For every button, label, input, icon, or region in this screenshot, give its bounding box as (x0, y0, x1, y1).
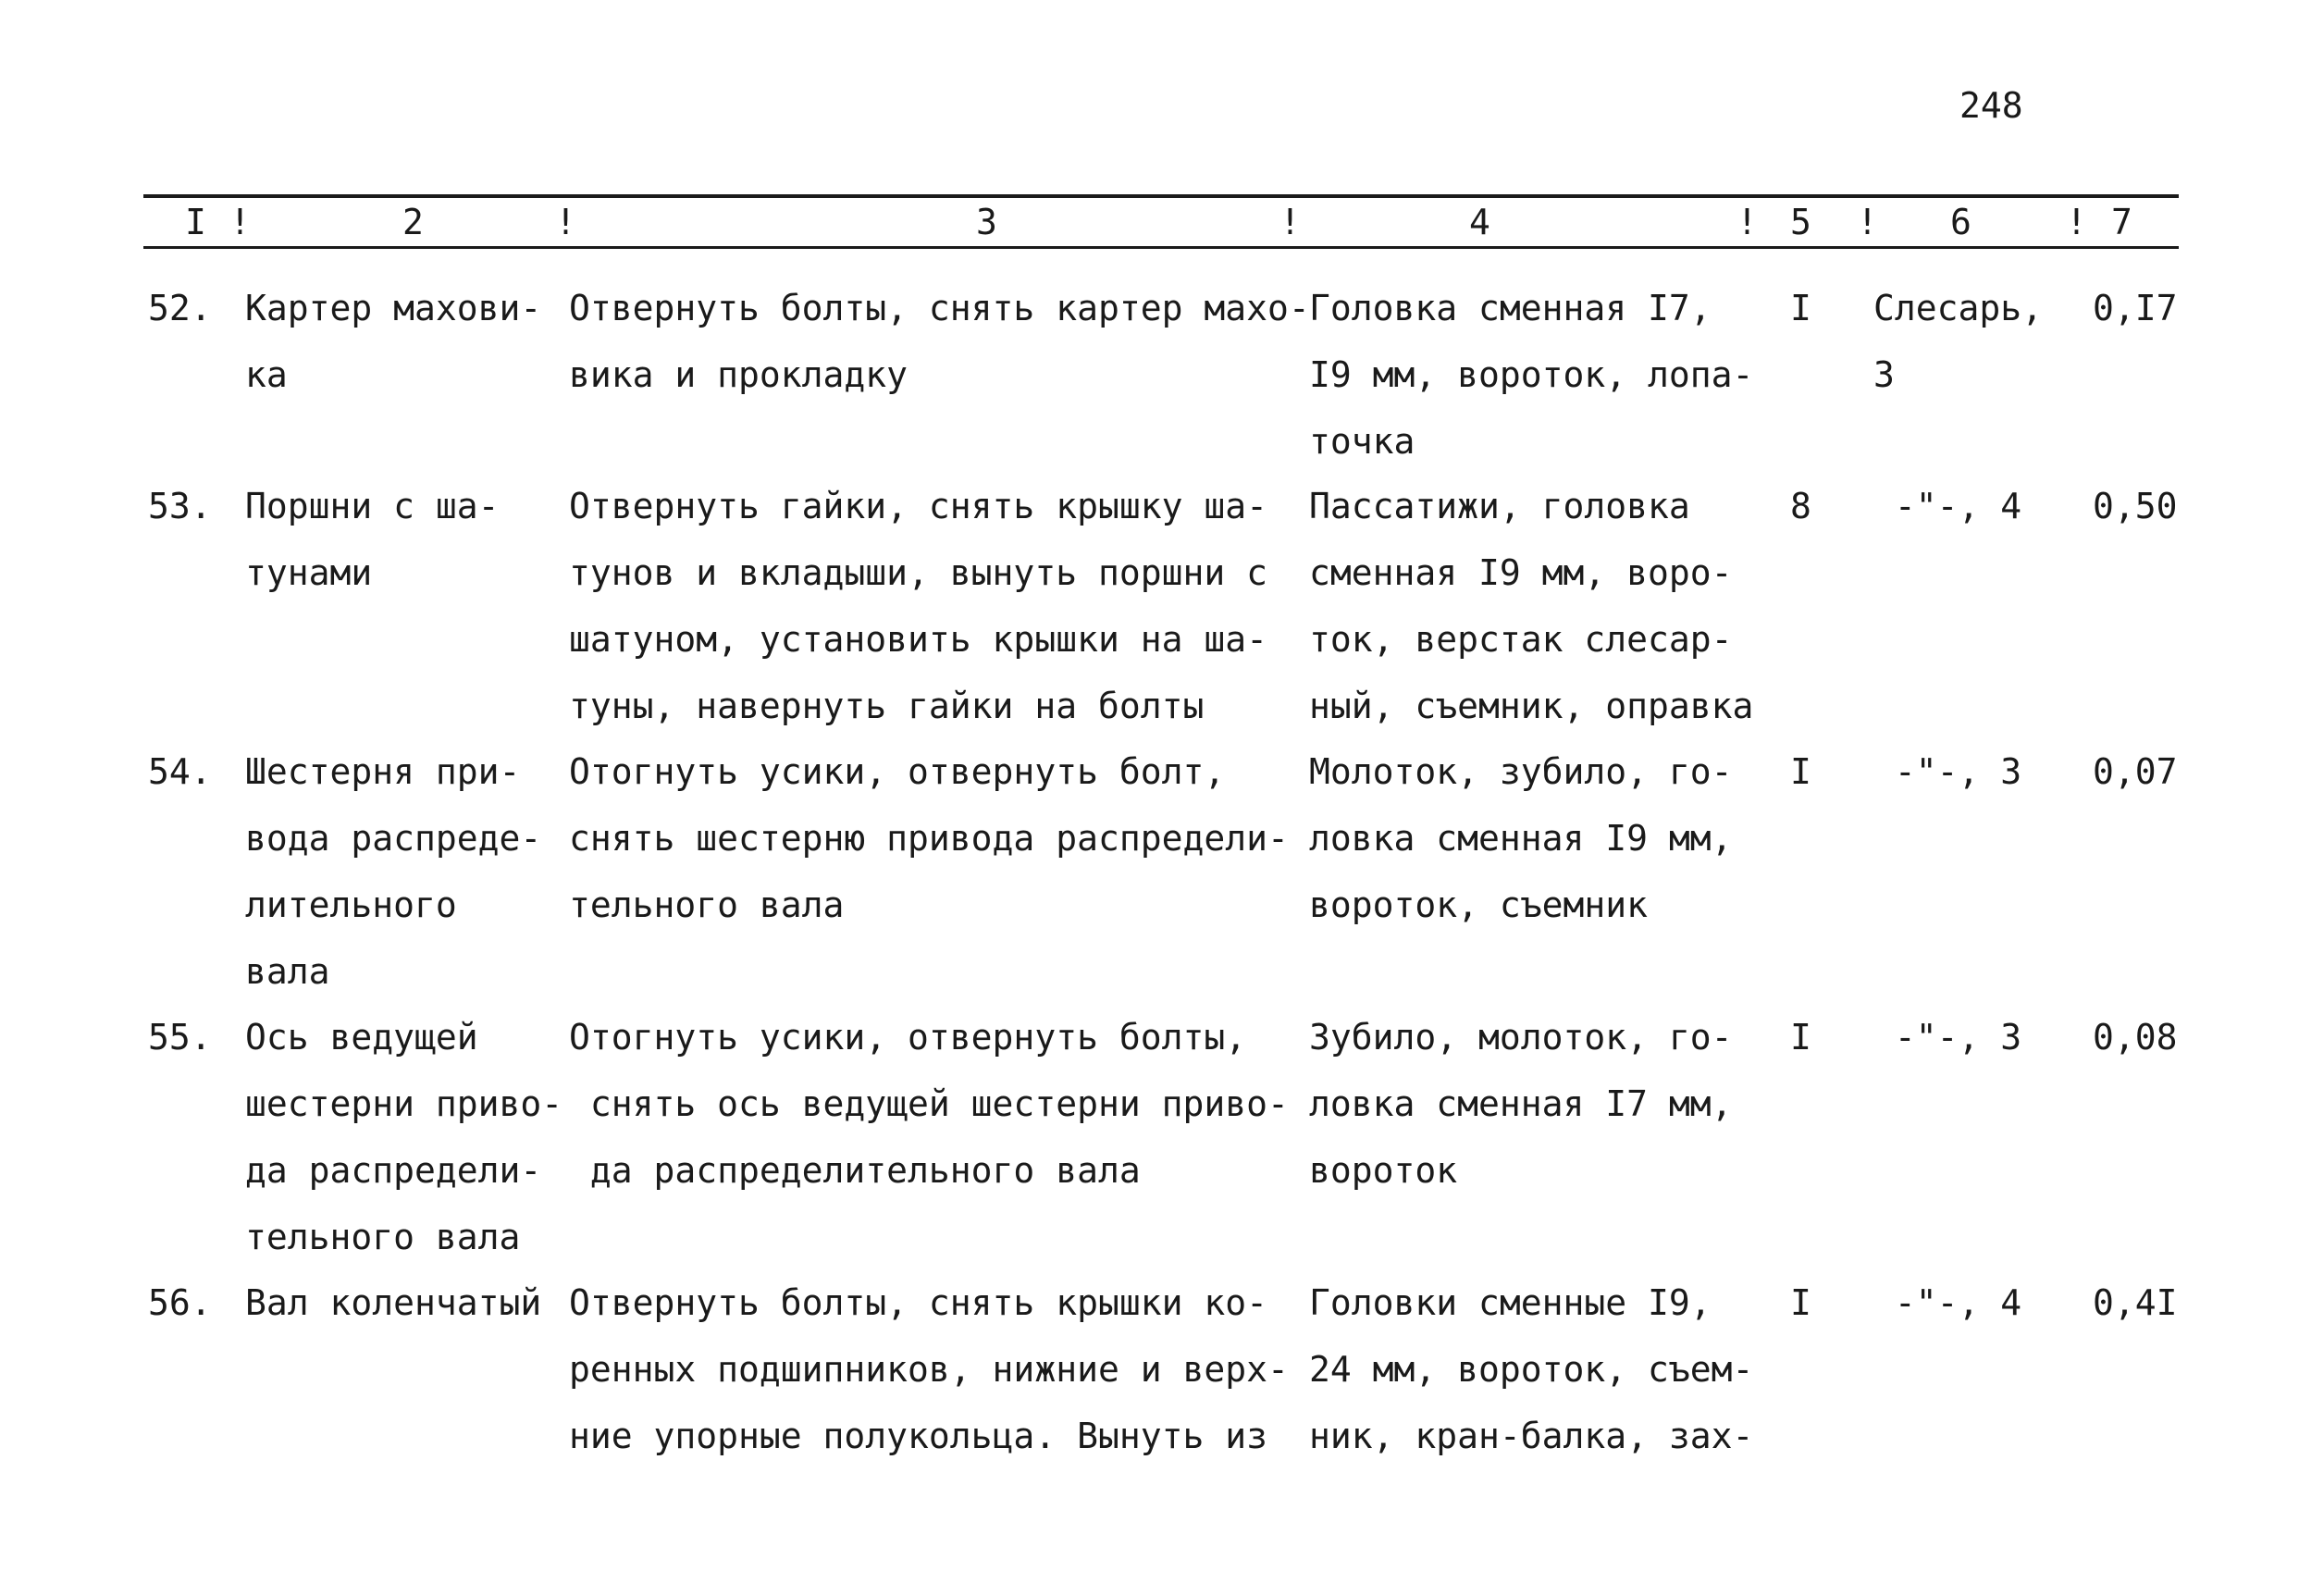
labor-time: 0,08 (2093, 1017, 2178, 1058)
operation-text: Отвернуть гайки, снять крышку ша- тунов и вкладыши, вынуть поршни с шатуном, установить крышки на ша- туны, навернуть гайки на болты (569, 486, 1267, 726)
header-col-4: 4 (1469, 202, 1490, 242)
header-bottom-rule (143, 246, 2179, 249)
row-number: 55. (148, 1017, 212, 1058)
quantity: 8 (1790, 486, 1811, 526)
quantity: I (1790, 751, 1811, 792)
row-number: 53. (148, 486, 212, 526)
part-name: Ось ведущей шестерни приво- да распредели- тельного вала (245, 1017, 563, 1257)
page-number: 248 (1959, 85, 2023, 126)
part-name: Вал коленчатый (245, 1282, 542, 1323)
row-number: 52. (148, 288, 212, 328)
header-separator: ! (229, 202, 251, 242)
tools-text: Молоток, зубило, го- ловка сменная I9 мм, вороток, съемник (1309, 751, 1733, 925)
tools-text: Головки сменные I9, 24 мм, вороток, съем- ник, кран-балка, зах- (1309, 1282, 1754, 1456)
header-col-5: 5 (1790, 202, 1811, 242)
part-name: Картер махови- ка (245, 288, 542, 395)
tools-text: Головка сменная I7, I9 мм, вороток, лопа- точка (1309, 288, 1754, 462)
header-separator: ! (1737, 202, 1758, 242)
header-col-3: 3 (976, 202, 997, 242)
tools-text: Пассатижи, головка сменная I9 мм, воро- ток, верстак слесар- ный, съемник, оправка (1309, 486, 1754, 726)
row-number: 56. (148, 1282, 212, 1323)
operation-text: Отвернуть болты, снять крышки ко- ренных подшипников, нижние и верх- ние упорные полукольца. Вынуть из (569, 1282, 1289, 1456)
header-separator: ! (2066, 202, 2087, 242)
part-name: Шестерня при- вода распреде- лительного вала (245, 751, 542, 992)
header-separator: ! (555, 202, 576, 242)
part-name: Поршни с ша- тунами (245, 486, 500, 593)
labor-time: 0,4I (2093, 1282, 2178, 1323)
header-col-1: I (185, 202, 206, 242)
labor-time: 0,50 (2093, 486, 2178, 526)
header-col-6: 6 (1950, 202, 1971, 242)
worker-grade: -"-, 4 (1873, 486, 2022, 526)
operation-text: Отогнуть усики, отвернуть болт, снять шестерню привода распредели- тельного вала (569, 751, 1289, 925)
operation-text: Отвернуть болты, снять картер махо- вика и прокладку (569, 288, 1310, 395)
tools-text: Зубило, молоток, го- ловка сменная I7 мм, вороток (1309, 1017, 1733, 1191)
labor-time: 0,I7 (2093, 288, 2178, 328)
header-separator: ! (1279, 202, 1301, 242)
header-separator: ! (1857, 202, 1878, 242)
worker-grade: Слесарь, 3 (1873, 288, 2044, 395)
labor-time: 0,07 (2093, 751, 2178, 792)
header-col-7: 7 (2111, 202, 2132, 242)
header-col-2: 2 (402, 202, 424, 242)
header-top-rule (143, 194, 2179, 198)
quantity: I (1790, 288, 1811, 328)
worker-grade: -"-, 3 (1873, 1017, 2022, 1058)
worker-grade: -"-, 3 (1873, 751, 2022, 792)
quantity: I (1790, 1017, 1811, 1058)
quantity: I (1790, 1282, 1811, 1323)
worker-grade: -"-, 4 (1873, 1282, 2022, 1323)
operation-text: Отогнуть усики, отвернуть болты, снять ось ведущей шестерни приво- да распределительного вала (569, 1017, 1289, 1191)
row-number: 54. (148, 751, 212, 792)
